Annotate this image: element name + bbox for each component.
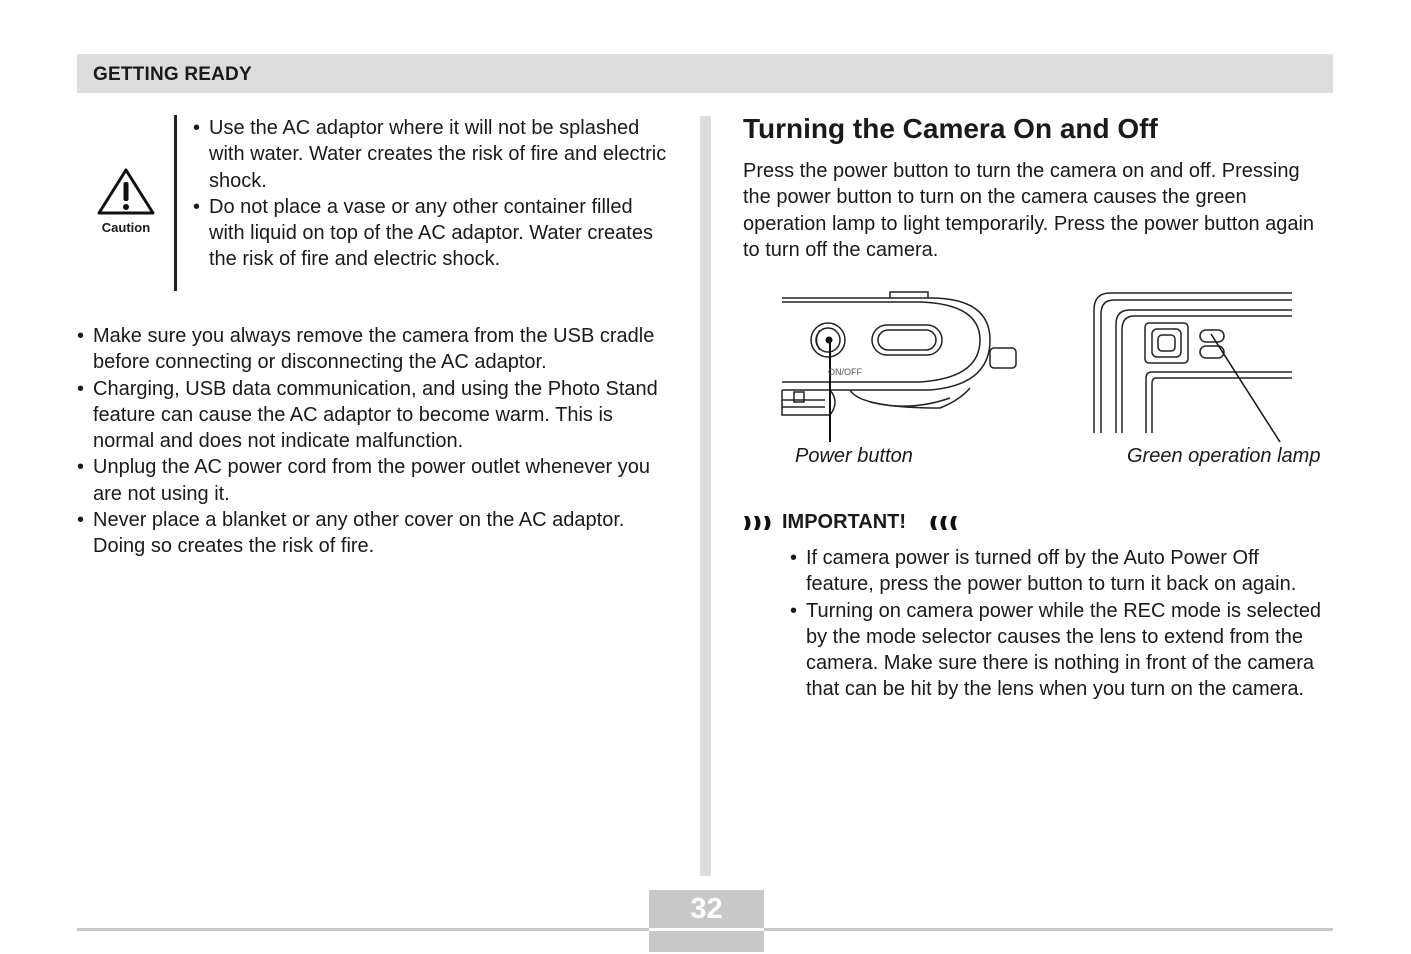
onoff-label: ON/OFF [828,367,862,377]
list-item: • Do not place a vase or any other container filled with liquid on top of the AC adaptor. Water creates the risk of fire and electric shock. [193,195,653,271]
caution-block [90,115,690,300]
list-item: • Unplug the AC power cord from the power outlet whenever you are not using it. [77,456,650,505]
section-title: Turning the Camera On and Off [743,113,1158,144]
list-item: • Make sure you always remove the camera from the USB cradle before connecting or disconnecting the AC adaptor. [77,325,655,374]
important-label: IMPORTANT! [782,511,907,533]
page-number: 32 [690,893,723,925]
section-paragraph: Press the power button to turn the camera on and off. Pressing the power button to turn on the camera causes the green operation lamp to light temporarily. Press the power button again to turn off the camera. [743,160,1315,261]
important-arrows-right-icon [743,514,775,532]
list-item: • Use the AC adaptor where it will not be splashed with water. Water creates the risk of fire and electric shock. [193,117,667,192]
important-list [790,545,1325,703]
list-item: • If camera power is turned off by the Auto Power Off feature, press the power button to turn it back on again. [790,547,1297,596]
list-item: • Charging, USB data communication, and using the Photo Stand feature can cause the AC adaptor to become warm. This is normal and does not indicate malfunction. [77,377,658,453]
camera-back-illustration [1090,290,1335,445]
list-item: • Turning on camera power while the REC mode is selected by the mode selector causes the lens to extend from the camera. Make sure there is nothing in front of the camera that can be hit by the lens when you turn on the camera. [790,599,1322,701]
important-arrows-left-icon [926,514,958,532]
left-notes-list [77,323,677,560]
green-lamp-caption: Green operation lamp [1127,445,1321,467]
section-header-bar [77,54,1333,93]
list-item: • Never place a blanket or any other cover on the AC adaptor. Doing so creates the risk of fire. [77,509,625,558]
section-header-title: GETTING READY [93,64,252,85]
section-body [743,158,1323,263]
column-divider [700,116,711,876]
warning-triangle-icon [96,167,156,217]
caution-label: Caution [101,220,151,235]
page-number-box [649,890,764,952]
power-button-caption: Power button [795,445,913,467]
camera-top-illustration [780,290,1025,445]
caution-divider [174,115,177,291]
caution-list [193,115,673,273]
